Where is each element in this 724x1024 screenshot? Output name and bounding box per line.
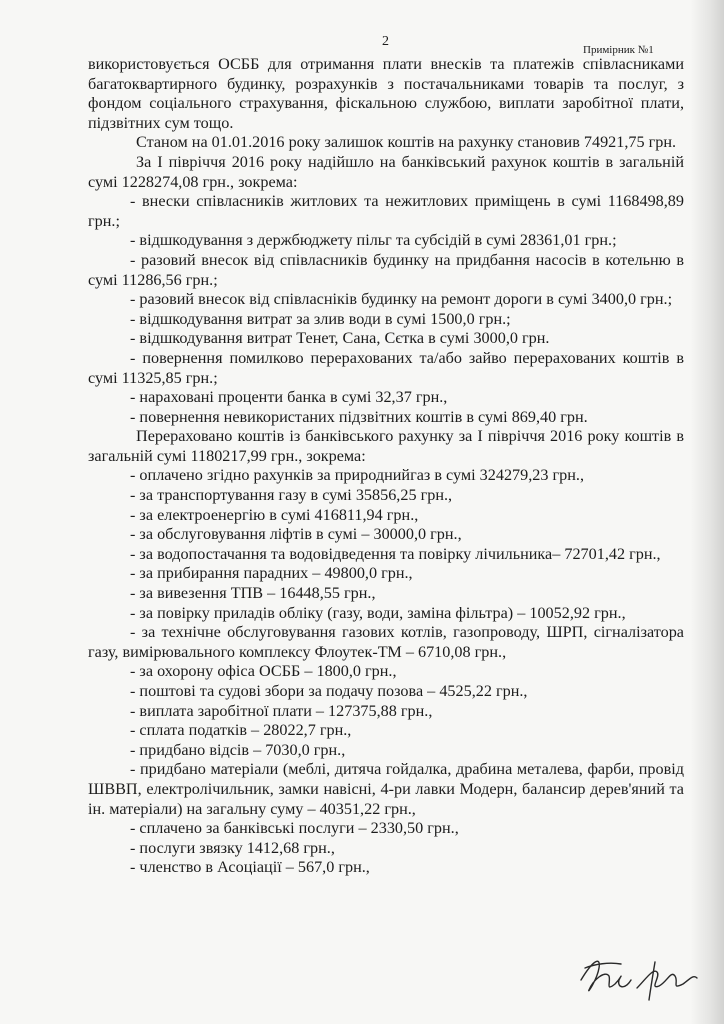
paragraph-income-total: За І півріччя 2016 року надійшло на банківський рахунок коштів в загальній сумі 1228274,08 грн., зокрема: bbox=[88, 152, 684, 191]
expense-item: - придбано відсів – 7030,0 грн., bbox=[130, 740, 346, 759]
income-item: - відшкодування витрат за злив води в сумі 1500,0 грн.; bbox=[130, 309, 511, 328]
income-item: - відшкодування витрат Тенет, Сана, Сєтка в сумі 3000,0 грн. bbox=[130, 329, 550, 348]
expense-item: - поштові та судові збори за подачу позова – 4525,22 грн., bbox=[130, 682, 528, 700]
expense-item: - сплата податків – 28022,7 грн., bbox=[130, 721, 352, 740]
income-item: - відшкодування з держбюджету пільг та субсідій в сумі 28361,01 грн.; bbox=[130, 231, 617, 250]
scan-shadow-edge bbox=[690, 0, 724, 1024]
expense-item: - за технічне обслуговування газових котлів, газопроводу, ШРП, сігналізатора газу, вимірювального комплексу Флоутек-ТМ – 6710,08 грн., bbox=[88, 623, 684, 661]
expense-item: - за повірку приладів обліку (газу, води, заміна фільтра) – 10052,92 грн., bbox=[130, 603, 626, 622]
paragraph-expense-total: Перераховано коштів із банківського рахунку за І півріччя 2016 року коштів в загальній сумі 1180217,99 грн., зокрема: bbox=[88, 427, 684, 465]
income-item: - нараховані проценти банка в сумі 32,37 грн., bbox=[130, 388, 448, 407]
page-number: 2 bbox=[382, 34, 389, 49]
expense-item: - за водопостачання та водовідведення та повірку лічильника– 72701,42 грн., bbox=[130, 544, 661, 563]
handwritten-signature bbox=[575, 950, 705, 1006]
expense-item: - сплачено за банківські послуги – 2330,50 грн., bbox=[130, 819, 459, 838]
expense-item: - оплачено згідно рахунків за природнийгаз в сумі 324279,23 грн., bbox=[130, 466, 584, 485]
income-item: - разовий внесок від співласніків будинку на ремонт дороги в сумі 3400,0 грн.; bbox=[130, 290, 673, 309]
expense-item: - за прибирання парадних – 49800,0 грн., bbox=[130, 564, 413, 583]
income-item: - повернення невикористаних підзвітних коштів в сумі 869,40 грн. bbox=[130, 407, 588, 426]
expense-item: - за електроенергію в сумі 416811,94 грн., bbox=[130, 505, 419, 524]
expense-item: - за обслуговування ліфтів в сумі – 30000,0 грн., bbox=[130, 525, 462, 544]
expense-item: - виплата заробітної плати – 127375,88 грн., bbox=[130, 701, 433, 720]
expense-item: - членство в Асоціації – 567,0 грн., bbox=[130, 858, 370, 877]
expense-item: - придбано матеріали (меблі, дитяча гойдалка, драбина металева, фарби, провід ШВВП, електролічильник, замки навісні, 4-ри лавки Модерн, балансир дерев'яний та ін. матеріали) на загальну суму – 40351,22 грн., bbox=[88, 760, 684, 818]
expense-item: - послуги звязку 1412,68 грн., bbox=[130, 838, 335, 857]
document-body bbox=[88, 55, 684, 878]
income-item: - разовий внесок від співласників будинку на придбання насосів в котельню в сумі 11286,56 грн.; bbox=[88, 250, 684, 289]
paragraph-intro: використовується ОСББ для отримання плати внесків та платежів співласниками багатоквартирного будинку, розрахунків з постачальниками товарів та послуг, з фондом соціального страхування, фіскальною службою, виплати заробітної плати, підзвітних сум тощо. bbox=[88, 55, 684, 132]
expense-item: - за охорону офіса ОСББ – 1800,0 грн., bbox=[130, 662, 397, 681]
income-item: - повернення помилково перерахованих та/або зайво перерахованих коштів в сумі 11325,85 грн.; bbox=[88, 348, 684, 387]
income-item: - внески співласників житлових та нежитлових приміщень в сумі 1168498,89 грн.; bbox=[88, 192, 684, 230]
expense-item: - за транспортування газу в сумі 35856,25 грн., bbox=[130, 486, 453, 505]
expense-item: - за вивезення ТПВ – 16448,55 грн., bbox=[130, 584, 376, 603]
copy-number-label: Примірник №1 bbox=[583, 44, 654, 56]
paragraph-opening-balance: Станом на 01.01.2016 року залишок коштів на рахунку становив 74921,75 грн. bbox=[136, 133, 677, 152]
